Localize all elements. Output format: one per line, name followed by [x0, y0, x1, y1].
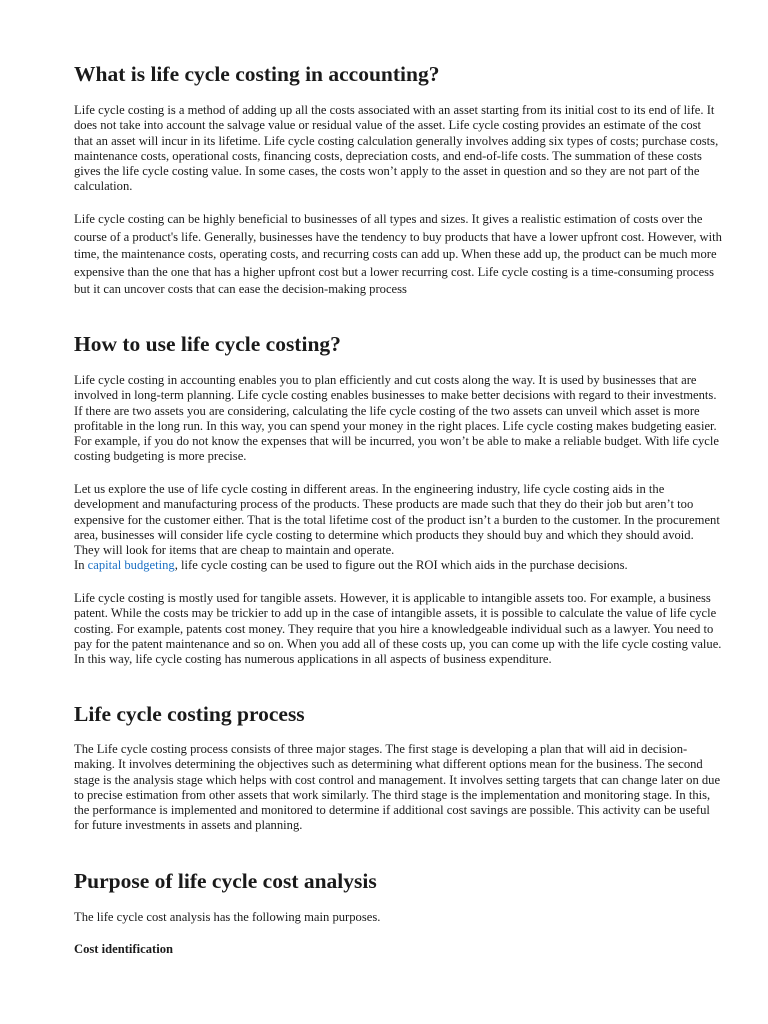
- paragraph-capital-budgeting: [74, 558, 722, 573]
- link-line-prefix: In: [74, 558, 88, 573]
- capital-budgeting-link[interactable]: capital budgeting: [87, 558, 175, 573]
- paragraph-areas-block: [74, 482, 722, 574]
- paragraph-definition: Life cycle costing is a method of adding up all the costs associated with an asset starting from its initial cost to its end of life. It does not take into account the salvage value or residual value of the asset. Life cycle costing provides an estimate of the cost that an asset will incur in its lifetime. Life cycle costing calculation generally involves adding six types of costs; purchase costs, maintenance costs, operational costs, financing costs, depreciation costs, and end-of-life costs. The summation of these costs gives the life cycle costing value. In some cases, the costs won’t apply to the asset in question and so they are not part of the calculation.: [74, 103, 719, 194]
- paragraph-purpose-intro: The life cycle cost analysis has the following main purposes.: [74, 910, 381, 924]
- section-heading-how-to-use: How to use life cycle costing?: [74, 332, 341, 356]
- section-heading-purpose: Purpose of life cycle cost analysis: [74, 869, 377, 893]
- paragraph-benefits: Life cycle costing can be highly beneficial to businesses of all types and sizes. It gives a realistic estimation of costs over the course of a product's life. Generally, businesses have the tendency to buy products that have a lower upfront cost. However, with time, the maintenance costs, operating costs, and recurring costs can add up. When these add up, the product can be much more expensive than the one that has a higher upfront cost but a lower recurring cost. Life cycle costing is a time-consuming process but it can uncover costs that can ease the decision-making process: [74, 212, 722, 297]
- paragraph-areas: Let us explore the use of life cycle costing in different areas. In the engineering industry, life cycle costing aids in the development and manufacturing process of the products. These products are made such that they do their job but aren’t too expensive for the customer either. That is the total lifetime cost of the product isn’t a burden to the customer. In the procurement area, businesses will consider life cycle costing to determine which products they should buy and which they should avoid. They will look for items that are cheap to maintain and operate.: [74, 482, 720, 558]
- section-heading-what-is: What is life cycle costing in accounting?: [74, 62, 440, 86]
- paragraph-process: The Life cycle costing process consists of three major stages. The first stage is developing a plan that will aid in decision-making. It involves determining the objectives such as determining what different options mean for the business. The second stage is the analysis stage which helps with cost control and management. It involves setting targets that can change later on due to precise estimation from other assets that work similarly. The third stage is the implementation and monitoring stage. In this, the performance is implemented and monitored to determine if additional cost savings are possible. This activity can be useful for future investments in assets and planning.: [74, 742, 721, 833]
- paragraph-tangible-assets: Life cycle costing is mostly used for tangible assets. However, it is applicable to intangible assets too. For example, a business patent. While the costs may be trickier to add up in the case of intangible assets, it is possible to calculate the value of life cycle costing. For example, patents cost money. They require that you hire a knowledgeable individual such as a lawyer. You need to pay for the patent maintenance and so on. When you add all of these costs up, you can come up with the life cycle costing value. In this way, life cycle costing has numerous applications in all aspects of business expenditure.: [74, 591, 722, 667]
- paragraph-usage: Life cycle costing in accounting enables you to plan efficiently and cut costs along the way. It is used by businesses that are involved in long-term planning. Life cycle costing enables businesses to make better decisions with regard to their investments. If there are two assets you are considering, calculating the life cycle costing of the two assets can unveil which asset is more profitable in the long run. In this way, you can spend your money in the right places. Life cycle costing makes budgeting easier. For example, if you do not know the expenses that will be incurred, you won’t be able to make a reliable budget. With life cycle costing budgeting is more precise.: [74, 373, 719, 464]
- subheading-cost-identification: Cost identification: [74, 942, 173, 956]
- section-heading-process: Life cycle costing process: [74, 702, 305, 726]
- link-line-suffix: , life cycle costing can be used to figure out the ROI which aids in the purchase decisions.: [174, 558, 628, 573]
